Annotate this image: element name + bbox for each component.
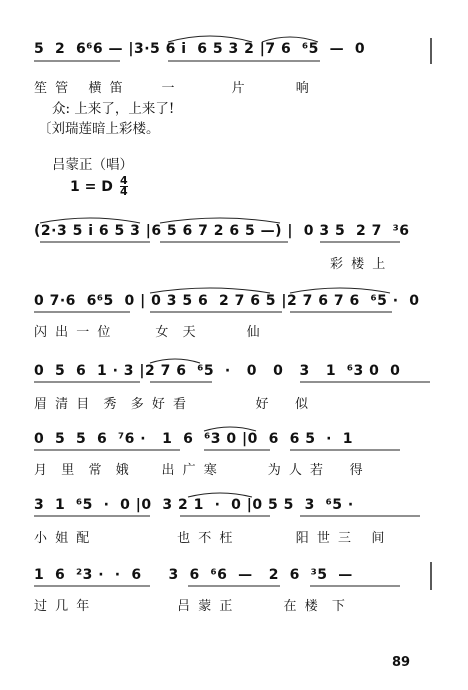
- chorus-line: 众: 上来了，上来了!: [52, 101, 175, 117]
- system6-lyrics: 小 姐 配 也 不 枉 阳 世 三 间: [34, 531, 387, 546]
- page-number: 89: [392, 655, 411, 670]
- system2-lyrics: 彩 楼 上: [330, 257, 388, 272]
- time-sig-bottom: 4: [119, 185, 128, 198]
- system1-lyrics: 笙 管 横 笛 一 片 响: [34, 81, 311, 96]
- system4-lyrics: 眉 清 目 秀 多 好 看 好 似: [34, 397, 311, 412]
- system3-lyrics: 闪 出 一 位 女 天 仙: [34, 325, 262, 340]
- system5-notes: 0 5 5 6 ⁷6 · 1 6 ⁶3 0 |0 6 6 5 · 1: [34, 431, 353, 447]
- singer-label: 吕蒙正（唱）: [52, 157, 133, 173]
- system3-notes: 0 7·6 6⁶5 0 | 0 3 5 6 2 7 6 5 |2 7 6 7 6 ⁶5 · 0: [34, 293, 420, 309]
- system4-notes: 0 5 6 1 · 3 |2 7 6 ⁶5 · 0 0 3 1 ⁶3 0 0: [34, 363, 401, 379]
- system6-notes: 3 1 ⁶5 · 0 |0 3 2 1 · 0 |0 5 5 3 ⁶5 ·: [34, 497, 354, 513]
- system7-notes: 1 6 ²3 · · 6 3 6 ⁶6 — 2 6 ³5 —: [34, 567, 353, 583]
- stage-direction: 〔刘瑞莲暗上彩楼。: [38, 121, 160, 137]
- system7-lyrics: 过 几 年 吕 蒙 正 在 楼 下: [34, 599, 347, 614]
- system5-lyrics: 月 里 常 娥 出 广 寒 为 人 若 得: [34, 463, 365, 478]
- key-time-signature: [70, 176, 468, 206]
- system2-notes: (2·3 5 i 6 5 3 |6 5 6 7 2 6 5 —) | 0 3 5 2 7 ³6: [34, 223, 410, 239]
- time-sig-top: 4: [119, 174, 128, 187]
- key-signature: 1 = D: [70, 179, 113, 195]
- system1-notes: 5 2 6⁶6 — |3·5 6 i 6 5 3 2 |7 6 ⁶5 — 0: [34, 41, 366, 57]
